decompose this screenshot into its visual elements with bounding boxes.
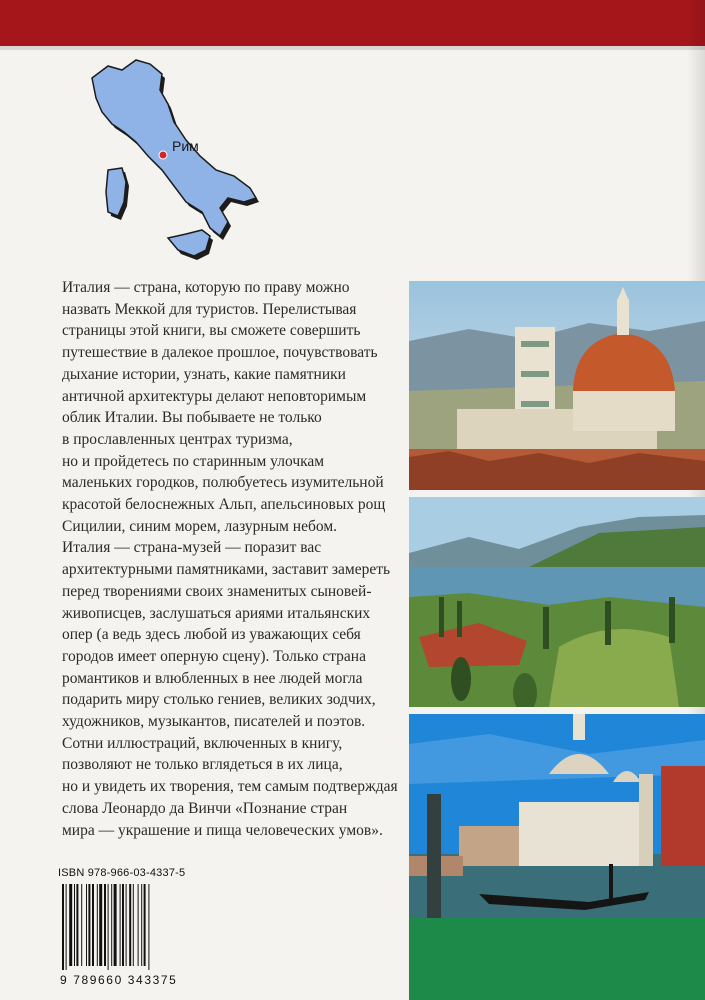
text-line: подарить миру столько гениев, великих зодчих,	[62, 691, 376, 709]
text-line: Италия — страна-музей — поразит вас	[62, 539, 322, 557]
text-line: маленьких городков, полюбуетесь изумительной	[62, 474, 384, 492]
text-line: дыхание истории, узнать, какие памятники	[62, 365, 346, 383]
barcode-bar	[74, 884, 75, 966]
barcode-bar	[114, 884, 117, 966]
photo-lake	[409, 497, 705, 707]
barcode-bar	[81, 884, 82, 966]
text-line: романтиков и влюбленных в нее людей могла	[62, 669, 363, 687]
barcode-icon	[60, 884, 178, 970]
text-line: позволяют не только вглядеться в их лица,	[62, 756, 343, 774]
text-line: но и пройдетесь по старинным улочкам	[62, 452, 325, 470]
isbn-label: ISBN 978-966-03-4337-5	[58, 867, 186, 879]
barcode-bar	[97, 884, 98, 966]
text-line: Сотни иллюстраций, включенных в книгу,	[62, 734, 343, 752]
barcode-bar	[88, 884, 90, 966]
text-line: но и увидеть их творения, тем самым подтверждая	[62, 778, 398, 796]
map-city-label: Рим	[172, 138, 199, 154]
barcode-bar	[111, 884, 112, 966]
text-line: живописцев, заслушаться ариями итальянских	[62, 604, 371, 622]
text-line: архитектурными памятниками, заставит замереть	[62, 561, 391, 579]
band-shadow	[0, 46, 705, 50]
bottom-green-band	[409, 918, 705, 1000]
text-line: облик Италии. Вы побываете не только	[62, 409, 322, 427]
text-line: назвать Меккой для туристов. Перелистывая	[62, 300, 357, 318]
barcode-bar	[62, 884, 64, 970]
barcode-bar	[69, 884, 72, 966]
text-line: слова Леонардо да Винчи «Познание стран	[62, 799, 348, 817]
photo-venice	[409, 714, 705, 918]
barcode-bar	[99, 884, 102, 966]
barcode-bar	[92, 884, 94, 966]
text-line: мира — украшение и пища человеческих умов».	[62, 821, 383, 839]
text-line: художников, музыкантов, писателей и поэтов.	[62, 713, 366, 731]
barcode-bar	[144, 884, 146, 966]
barcode-digits: 9 789660 343375	[60, 973, 178, 987]
barcode-bar	[76, 884, 78, 966]
top-red-band	[0, 0, 705, 46]
text-line: опер (а ведь здесь любой из уважающих себя	[62, 626, 361, 644]
barcode-bar	[108, 884, 109, 970]
text-line: античной архитектуры делают неповторимым	[62, 387, 367, 405]
rome-marker-icon	[159, 151, 167, 159]
text-line: в прославленных центрах туризма,	[62, 430, 293, 448]
barcode-bar	[141, 884, 142, 966]
text-line: путешествие в далекое прошлое, почувствовать	[62, 344, 378, 362]
text-line: страницы этой книги, вы сможете совершить	[62, 322, 361, 340]
barcode-bar	[120, 884, 121, 966]
barcode-bar	[122, 884, 124, 966]
text-line: перед творениями своих знаменитых сыновей-	[62, 582, 372, 600]
barcode-bar	[66, 884, 67, 970]
barcode-bar	[129, 884, 131, 966]
text-line: Сицилии, синим морем, лазурным небом.	[62, 517, 337, 535]
text-line: Италия — страна, которую по праву можно	[62, 279, 350, 296]
barcode-bar	[148, 884, 149, 970]
text-line: городов имеет оперную сцену). Только страна	[62, 647, 366, 665]
barcode-bar	[133, 884, 134, 966]
barcode-bar	[104, 884, 106, 966]
description-text	[62, 277, 407, 841]
photo-florence	[409, 281, 705, 490]
italy-map	[78, 52, 263, 272]
barcode-bar	[86, 884, 87, 966]
text-line: красотой белоснежных Альп, апельсиновых рощ	[62, 496, 386, 514]
barcode-bar	[126, 884, 127, 966]
barcode-bar	[138, 884, 139, 966]
